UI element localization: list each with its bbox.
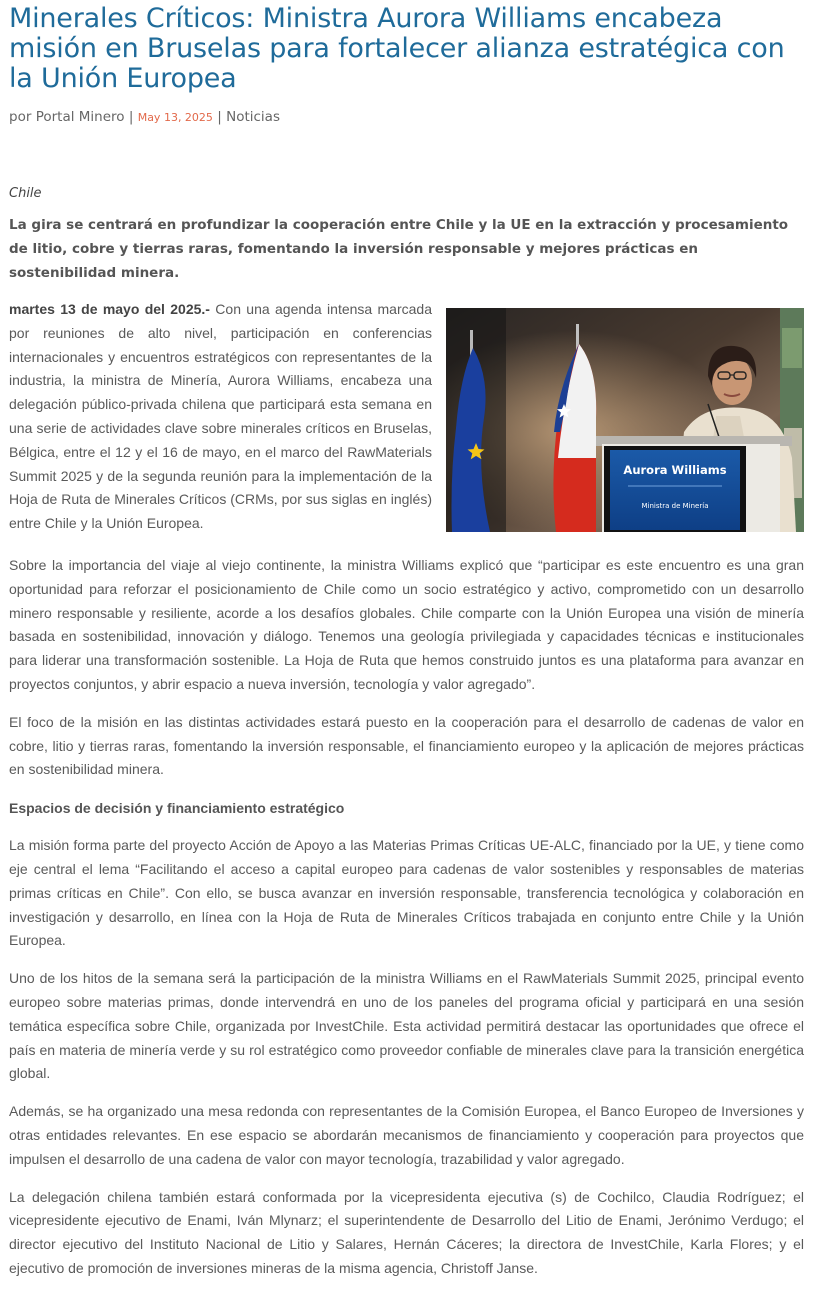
paragraph: La misión forma parte del proyecto Acción de Apoyo a las Materias Primas Críticas UE-ALC, financiado por la UE, y tiene como eje central el lema “Facilitando el acceso a capital europeo para cadenas de valor sostenibles y responsables de materias primas críticas en Chile”. Con ello, se busca avanzar en inversión responsable, transferencia tecnológica y colaboración en investigación y desarrollo, en línea con la Hoja de Ruta de Minerales Críticos trabajada en conjunto entre Chile y la Unión Europea. (9, 837, 804, 949)
meta-separator: | (128, 109, 134, 125)
article (9, 0, 804, 1295)
paragraph: El foco de la misión en las distintas actividades estará puesto en la cooperación para el desarrollo de cadenas de valor en cobre, litio y tierras raras, fomentando la inversión responsable, el financiamiento europeo y la aplicación de mejores prácticas en sostenibilidad minera. (9, 713, 804, 778)
podium-role-text: Ministra de Minería (641, 502, 709, 510)
section-subheading: Espacios de decisión y financiamiento estratégico (9, 800, 345, 817)
paragraph: La delegación chilena también estará conformada por la vicepresidenta ejecutiva (s) de Cochilco, Claudia Rodríguez; el vicepresidente ejecutivo de Enami, Iván Mlynarz; el superintendente de Desarrollo del Litio de Enami, Jerónimo Verdugo; el director ejecutivo del Instituto Nacional de Litio y Salares, Hernán Cáceres; la directora de InvestChile, Karla Flores; y el ejecutivo de promoción de inversiones mineras de la misma agencia, Christoff Janse. (9, 1188, 804, 1276)
byline-prefix: por (9, 109, 32, 125)
paragraph: Uno de los hitos de la semana será la participación de la ministra Williams en el RawMaterials Summit 2025, principal evento europeo sobre materias primas, donde intervendrá en uno de los paneles del programa oficial y participará en una sesión temática específica sobre Chile, organizada por InvestChile. Esta actividad permitirá destacar las oportunidades que ofrece el país en materia de minería verde y su rol estratégico como proveedor confiable de minerales clave para la transición energética global. (9, 970, 804, 1082)
paragraph: Sobre la importancia del viaje al viejo continente, la ministra Williams explicó que “participar es este encuentro es una gran oportunidad para reforzar el posicionamiento de Chile como un socio estratégico y activo, comprometido con un desarrollo minero responsable y resiliente, acorde a los desafíos globales. Chile comparte con la Unión Europea una visión de minería basada en sostenibilidad, innovación y diálogo. Tenemos una geología privilegiada y capacidades técnicas e institucionales para liderar una transformación sostenible. La Hoja de Ruta que hemos construido juntos es una plataforma para avanzar en proyectos conjuntos, y abrir espacio a nueva inversión, tecnología y valor agregado”. (9, 557, 804, 692)
article-title[interactable]: Minerales Críticos: Ministra Aurora Williams encabeza misión en Bruselas para fortalecer alianza estratégica con la Unión Europea (9, 3, 785, 94)
first-paragraph-text: Con una agenda intensa marcada por reuniones de alto nivel, participación en conferencias internacionales y encuentros estratégicos con representantes de la industria, la ministra de Minería, Aurora Williams, encabeza una delegación público-privada chilena que participará esta semana en una serie de actividades clave sobre minerales críticos en Bruselas, Bélgica, entre el 12 y el 16 de mayo, en el marco del RawMaterials Summit 2025 y de la segunda reunión para la implementación de la Hoja de Ruta de Minerales Críticos (CRMs, por sus siglas en inglés) entre Chile y la Unión Europea. (9, 301, 432, 532)
first-paragraph (9, 298, 804, 540)
dateline: martes 13 de mayo del 2025.- (9, 301, 210, 317)
post-date: May 13, 2025 (137, 111, 213, 124)
podium-name-text: Aurora Williams (623, 463, 727, 477)
location-label: Chile (9, 186, 42, 201)
minister-photo (446, 308, 804, 532)
post-meta (9, 108, 804, 127)
paragraph: Además, se ha organizado una mesa redonda con representantes de la Comisión Europea, el Banco Europeo de Inversiones y otras entidades relevantes. En ese espacio se abordarán mecanismos de financiamiento y cooperación para proyectos que impulsen el desarrollo de una cadena de valor con mayor tecnología, trazabilidad y valor agregado. (9, 1103, 804, 1167)
author-link[interactable]: Portal Minero (35, 109, 125, 125)
category-link[interactable]: Noticias (226, 109, 280, 125)
lead-paragraph: La gira se centrará en profundizar la cooperación entre Chile y la UE en la extracción y procesamiento de litio, cobre y tierras raras, fomentando la inversión responsable y mejores prácticas en sostenibilidad minera. (9, 217, 789, 281)
meta-separator-2: | (217, 109, 222, 125)
article-body (9, 298, 804, 1281)
